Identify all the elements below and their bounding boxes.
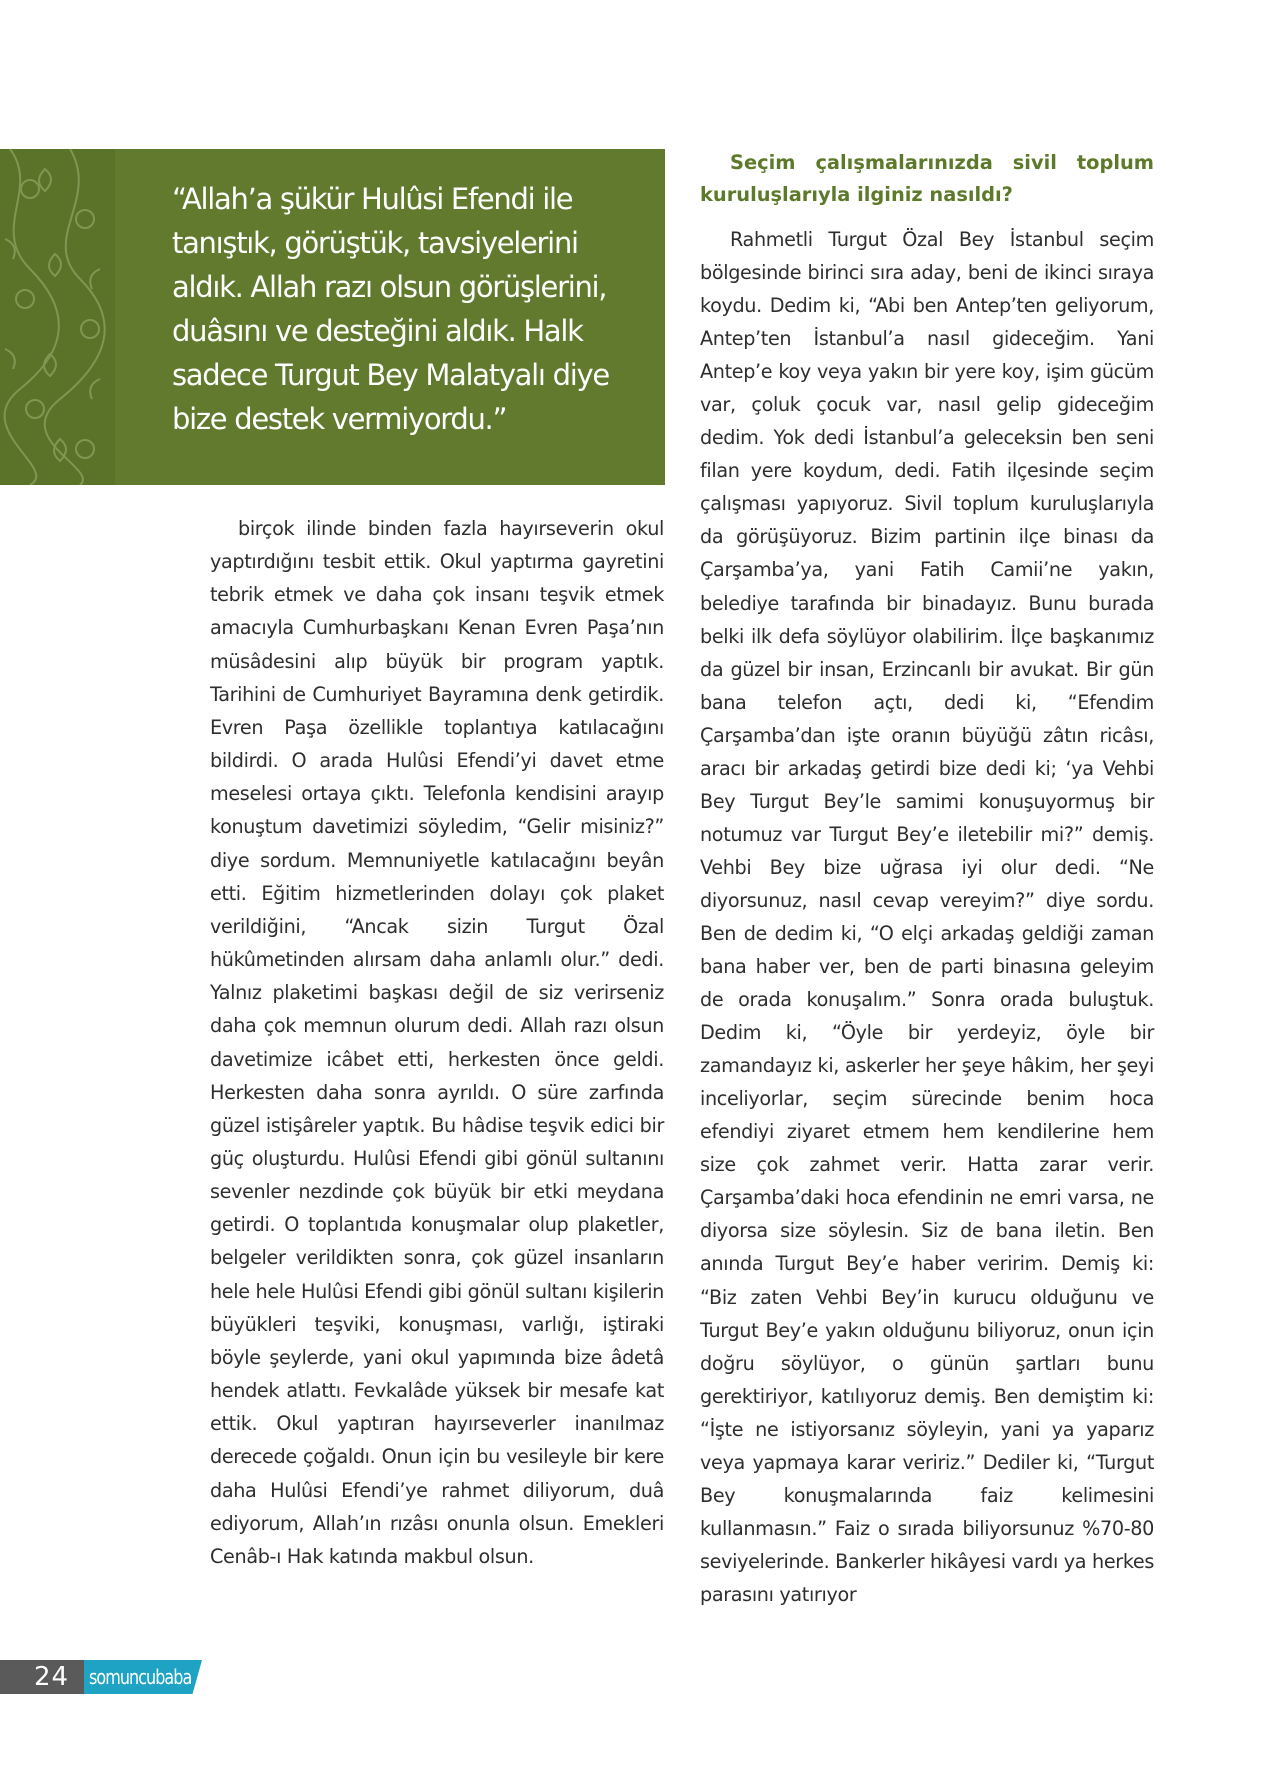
brand-logo: somuncubaba [89, 1665, 192, 1689]
interview-answer: Rahmetli Turgut Özal Bey İstanbul seçim bölgesinde birinci sıra aday, beni de ikinci sıraya koydu. Dedim ki, “Abi ben Antep’ten geliyorum, Antep’ten İstanbul’a nasıl gideceğim. Yani Antep’e koy veya yakın bir yere koy, işim gücüm var, çoluk çocuk var, nasıl gelip gideceğim dedim. Yok dedi İstanbul’a geleceksin ben seni filan yere koydum, dedi. Fatih ilçesinde seçim çalışması yapıyoruz. Sivil toplum kuruluşlarıyla da görüşüyoruz. Bizim partinin ilçe binası da Çarşamba’ya, yani Fatih Camii’ne yakın, belediye tarafında bir binadayız. Bunu burada belki ilk defa söylüyor olabilirim. İlçe başkanımız da güzel bir insan, Erzincanlı bir avukat. Bir gün bana telefon açtı, dedi ki, “Efendim Çarşamba’dan işte oranın büyüğü zâtın ricâsı, aracı bir arkadaş getirdi bize dedi ki; ‘ya Vehbi Bey Turgut Bey’le samimi konuşuyormuş bir notumuz var Turgut Bey’e iletebilir mi?” demiş. Vehbi Bey bize uğrasa iyi olur dedi. “Ne diyorsunuz, nasıl cevap vereyim?” diye sordu. Ben de dedim ki, “O elçi arkadaş geldiği zaman bana haber ver, ben de parti binasına geleyim de orada konuşalım.” Sonra orada buluştuk. Dedim ki, “Öyle bir yerdeyiz, öyle bir zamandayız ki, askerler her şeye hâkim, her şeyi inceliyorlar, seçim sürecinde benim hoca efendiyi ziyaret etmem hem kendilerine hem size çok zahmet verir. Hatta zarar verir. Çarşamba’daki hoca efendinin ne emri varsa, ne diyorsa size söylesin. Siz de bana iletin. Ben anında Turgut Bey’e haber veririm. Demiş ki: “Biz zaten Vehbi Bey’in kurucu olduğunu ve Turgut Bey’e yakın olduğunu biliyoruz, onun için doğru söylüyor, o günün şartları bunu gerektiriyor, katılıyoruz demiş. Ben demiştim ki: “İşte ne istiyorsanız söyleyin, yani ya yaparız veya yapmaya karar veririz.” Dediler ki, “Turgut Bey konuşmalarında faiz kelimesini kullanmasın.” Faiz o sırada biliyorsunuz %70-80 seviyelerinde. Bankerler hikâyesi vardı ya herkes parasını yatırıyor [700, 228, 1154, 1606]
pull-quote-text: “Allah’a şükür Hulûsi Efendi ile tanıştık, görüştük, tavsiyelerini aldık. Allah razı olsun görüşlerini, duâsını ve desteğini aldık. Halk sadece Turgut Bey Malatyalı diye bize destek vermiyordu.” [172, 182, 609, 436]
floral-ornament-icon [0, 149, 115, 485]
page-number: 24 [34, 1662, 70, 1692]
left-column-paragraph: birçok ilinde binden fazla hayırseverin okul yaptırdığını tesbit ettik. Okul yaptırma gayretini tebrik etmek ve daha çok insanı teşvik etmek amacıyla Cumhurbaşkanı Kenan Evren Paşa’nın müsâdesini alıp büyük bir program yaptık. Tarihini de Cumhuriyet Bayramına denk getirdik. Evren Paşa özellikle toplantıya katılacağını bildirdi. O arada Hulûsi Efendi’yi davet etme meselesi ortaya çıktı. Telefonla kendisini arayıp konuştum davetimizi söyledim, “Gelir misiniz?” diye sordum. Memnuniyetle katılacağını beyân etti. Eğitim hizmetlerinden dolayı çok plaket verildiğini, “Ancak sizin Turgut Özal hükûmetinden alırsam daha anlamlı olur.” dedi. Yalnız plaketimi başkası değil de siz verirseniz daha çok memnun olurum dedi. Allah razı olsun davetimize icâbet etti, herkesten önce geldi. Herkesten daha sonra ayrıldı. O süre zarfında güzel istişâreler yaptık. Bu hâdise teşvik edici bir güç oluşturdu. Hulûsi Efendi gibi gönül sultanını sevenler nezdinde çok büyük bir etki meydana getirdi. O toplantıda konuşmalar olup plaketler, belgeler verildikten sonra, çok güzel insanların hele hele Hulûsi Efendi gibi gönül sultanı kişilerin büyükleri teşviki, konuşması, varlığı, iştiraki böyle şeylerde, yani okul yapımında bize âdetâ hendek atlattı. Fevkalâde yüksek bir mesafe kat ettik. Okul yaptıran hayırseverler inanılmaz derecede çoğaldı. Onun için bu vesileyle bir kere daha Hulûsi Efendi’ye rahmet diliyorum, duâ ediyorum, Allah’ın rızâsı onunla olsun. Emekleri Cenâb-ı Hak katında makbul olsun. [210, 517, 664, 1568]
right-column [700, 147, 1154, 1611]
pull-quote-panel [0, 149, 665, 485]
interview-question: Seçim çalışmalarınızda sivil toplum kuruluşlarıyla ilginiz nasıldı? [700, 151, 1154, 206]
page-footer [0, 1660, 210, 1694]
